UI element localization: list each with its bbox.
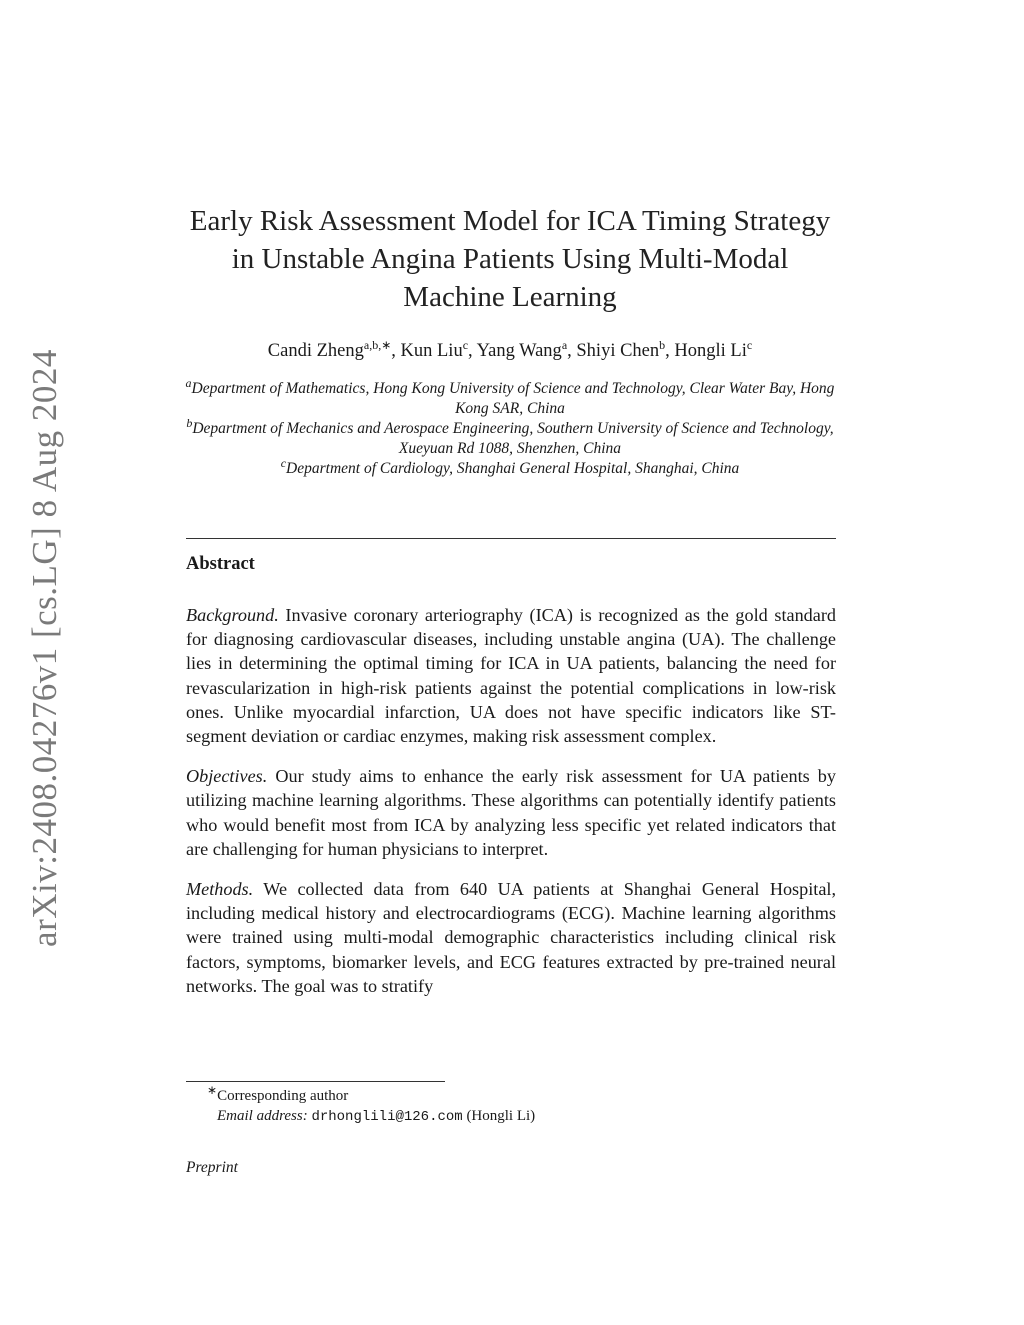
footnote-corresponding — [186, 1083, 836, 1106]
affiliation-mark: b — [186, 415, 193, 430]
affiliation-item — [185, 415, 835, 459]
affiliation-item — [185, 375, 835, 419]
affiliation-item — [185, 455, 835, 479]
paragraph-text: Invasive coronary arteriography (ICA) is recognized as the gold standard for diagnosing cardiovascular diseases, including unstable angina (UA). The challenge lies in determining the optimal timing for ICA in UA patients, balancing the need for revascularization in high-risk patients against the potential complications in low-risk ones. Unlike myocardial infarction, UA does not have specific indicators like ST-segment deviation or cardiac enzymes, making risk assessment complex. — [186, 605, 836, 747]
email-owner: (Hongli Li) — [466, 1108, 536, 1124]
arxiv-id-text: arXiv:2408.04276v1 [cs.LG] 8 Aug 2024 — [25, 348, 64, 947]
author — [476, 337, 577, 361]
affiliation-text: Department of Mathematics, Hong Kong University of Science and Technology, Clear Water Bay, Hong Kong SAR, China — [191, 380, 835, 417]
paragraph-label: Objectives. — [186, 766, 268, 787]
abstract-paragraph-objectives — [186, 764, 836, 861]
author-name: Shiyi Chen — [576, 341, 660, 361]
author-affil-marks: a — [561, 337, 568, 352]
paragraph-label: Methods. — [186, 879, 254, 900]
footnote-mark: ∗ — [207, 1083, 218, 1097]
affiliation-mark: c — [280, 455, 287, 470]
author-affil-marks: c — [746, 337, 753, 352]
affiliation-mark: a — [185, 375, 192, 390]
title-line: Early Risk Assessment Model for ICA Timing Strategy — [189, 205, 831, 237]
author-affil-marks: b — [659, 337, 666, 352]
email-address[interactable]: drhonglili@126.com — [311, 1109, 463, 1125]
preprint-label: Preprint — [186, 1159, 238, 1176]
author-affil-marks: c — [462, 337, 469, 352]
abstract-paragraph-background — [186, 603, 836, 748]
author — [400, 337, 477, 361]
paragraph-text: We collected data from 640 UA patients at Shanghai General Hospital, including medical history and electrocardiograms (ECG). Machine learning algorithms were trained using multi-modal demographic characteristics including clinical risk factors, symptoms, biomarker levels, and ECG features extracted by pre-trained neural networks. The goal was to stratify — [186, 879, 836, 996]
author-separator: , — [391, 341, 401, 361]
abstract-heading: Abstract — [186, 554, 255, 574]
affiliation-text: Department of Mechanics and Aerospace Engineering, Southern University of Science and Technology, Xueyuan Rd 1088, Shenzhen, China — [192, 420, 834, 457]
abstract-paragraph-methods — [186, 877, 836, 998]
footnote-email — [186, 1106, 836, 1127]
email-label: Email address: — [217, 1108, 308, 1124]
arxiv-sidebar-identifier — [20, 348, 70, 947]
author — [576, 337, 675, 361]
abstract-top-rule — [186, 538, 836, 539]
author-separator: , — [665, 341, 675, 361]
abstract-body — [186, 603, 836, 1014]
author-name: Hongli Li — [674, 341, 747, 361]
footnote-rule — [186, 1081, 445, 1082]
affiliations — [185, 375, 835, 479]
author — [674, 337, 753, 361]
author — [267, 337, 401, 361]
paragraph-label: Background. — [186, 605, 279, 625]
author-name: Yang Wang — [476, 341, 562, 361]
title-line: in Unstable Angina Patients Using Multi-Modal — [231, 243, 789, 275]
paragraph-text: Our study aims to enhance the early risk assessment for UA patients by utilizing machine learning algorithms. These algorithms can potentially identify patients who would benefit most from ICA by analyzing less specific yet related indicators that are challenging for human physicians to interpret. — [186, 766, 836, 859]
author-name: Kun Liu — [400, 341, 463, 361]
footnote — [186, 1083, 836, 1127]
author-list — [150, 338, 870, 364]
author-separator: , — [567, 341, 577, 361]
affiliation-text: Department of Cardiology, Shanghai General Hospital, Shanghai, China — [286, 460, 740, 477]
author-name: Candi Zheng — [267, 341, 364, 361]
paper-title — [150, 202, 870, 316]
author-separator: , — [468, 341, 477, 361]
corresponding-text: Corresponding author — [217, 1088, 349, 1104]
title-line: Machine Learning — [403, 281, 617, 313]
author-affil-marks: a,b,∗ — [363, 337, 392, 352]
